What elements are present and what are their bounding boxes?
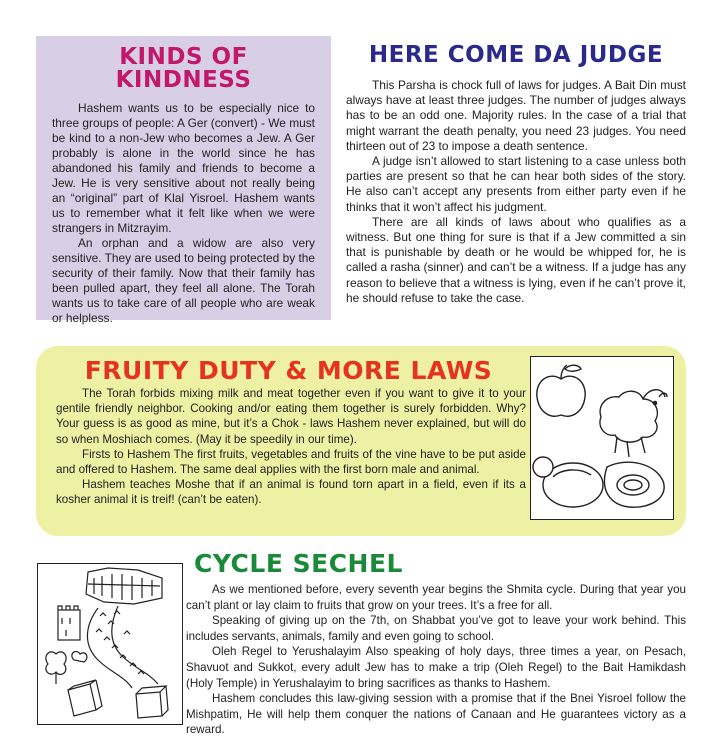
jerusalem-drawing: [38, 564, 181, 723]
basket-icon: [68, 680, 102, 716]
kindness-paragraph: An orphan and a widow are also very sensitive. They are used to being protected by the security of their family. Now that their family has been pulled apart, they feel all alone. The Torah wants us to take care of all people who are weak or helpless.: [52, 236, 315, 325]
fruity-duty-box: [36, 346, 686, 536]
fruity-title: FRUITY DUTY & MORE LAWS: [84, 356, 493, 385]
cycle-paragraph: Hashem concludes this law-giving session with a promise that if the Bnei Yisroel follow the Mishpatim, He will help them conquer the nations of Canaan and He guarantees victory as a reward.: [186, 692, 686, 737]
goat-icon: [600, 390, 667, 457]
basket-icon: [136, 686, 168, 718]
fruity-paragraph: Firsts to Hashem The first fruits, vegetables and fruits of the vine have to be put aside and offered to Hashem. The same deal applies with the first born male and animal.: [56, 447, 526, 477]
fruit-and-animal-illustration: [530, 356, 674, 520]
here-come-da-judge-section: [346, 44, 686, 316]
kindness-title: KINDS OF KINDNESS: [115, 44, 252, 93]
tower-icon: [58, 606, 80, 640]
kindness-paragraph: Hashem wants us to be especially nice to three groups of people: A Ger (convert) - We must be kind to a non-Jew who becomes a Jew. A Ger probably is alone in the world since he has abandoned his family and friends to become a Jew. He is very sensitive about not really being an “original” part of Klal Yisroel. Hashem wants us to remember what it felt like when we were strangers in Mitzrayim.: [52, 101, 315, 235]
fruity-paragraph: Hashem teaches Moshe that if an animal is found torn apart in a field, even if its a kosher animal it is treif! (can’t be eaten).: [56, 478, 526, 507]
road-icon: [87, 608, 132, 688]
fruit-animal-drawing: [531, 357, 672, 518]
apple-icon: [537, 365, 585, 416]
cycle-sechel-section: [186, 549, 686, 737]
judge-paragraph: A judge isn’t allowed to start listening to a case unless both parties are present so that he can hear both sides of the story. He also can’t accept any presents from either party even if he thinks that it won’t affect his judgment.: [346, 154, 686, 214]
cycle-paragraph: Speaking of giving up on the 7th, on Shabbat you’ve got to leave your work behind. This includes servants, animals, family and even going to school.: [186, 614, 686, 643]
judge-paragraph: There are all kinds of laws about who qualifies as a witness. But one thing for sure is that if a Jew committed a sin that is punishable by death or he would be whipped for, he is called a rasha (sinner) and can’t be a witness. If a judge has any reason to believe that a witness is lying, even if he can’t prove it, he should refuse to take the case.: [346, 214, 686, 305]
judge-paragraph: This Parsha is chock full of laws for judges. A Bait Din must always have at least three judges. The number of judges always has to be an odd one. Majority rules. In the case of a trial that might warrant the death penalty, you need 23 judges. You need thirteen out of 23 to impose a death sentence.: [346, 78, 686, 153]
fruity-text: [56, 386, 526, 508]
cycle-paragraph: Oleh Regel to Yerushalayim Also speaking of holy days, three times a year, on Pesach, Shavuot and Sukkot, every adult Jew has to make a trip (Oleh Regel) to the Bait Hamikdash (Holy Temple) in Yerushalayim to bring sacrifices as thanks to Hashem.: [186, 645, 686, 690]
bread-icon: [533, 457, 664, 507]
judge-title: HERE COME DA JUDGE: [368, 42, 664, 68]
tree-icon: [46, 652, 66, 675]
jerusalem-illustration: [37, 563, 183, 725]
cycle-paragraph: As we mentioned before, every seventh year begins the Shmita cycle. During that year you can’t plant or lay claim to fruits that grow on your trees. It’s a free for all.: [186, 583, 686, 612]
cycle-title: CYCLE SECHEL: [194, 549, 403, 578]
kinds-of-kindness-box: [36, 36, 331, 325]
fruity-paragraph: The Torah forbids mixing milk and meat together even if you want to give it to your gentile friendly neighbor. Cooking and/or eating them together is surely forbidden. Why? Your guess is as good as mine, but it’s a Chok - laws Hashem never explained, but will do so when Moshiach comes. (May it be speedily in our time).: [56, 387, 526, 446]
